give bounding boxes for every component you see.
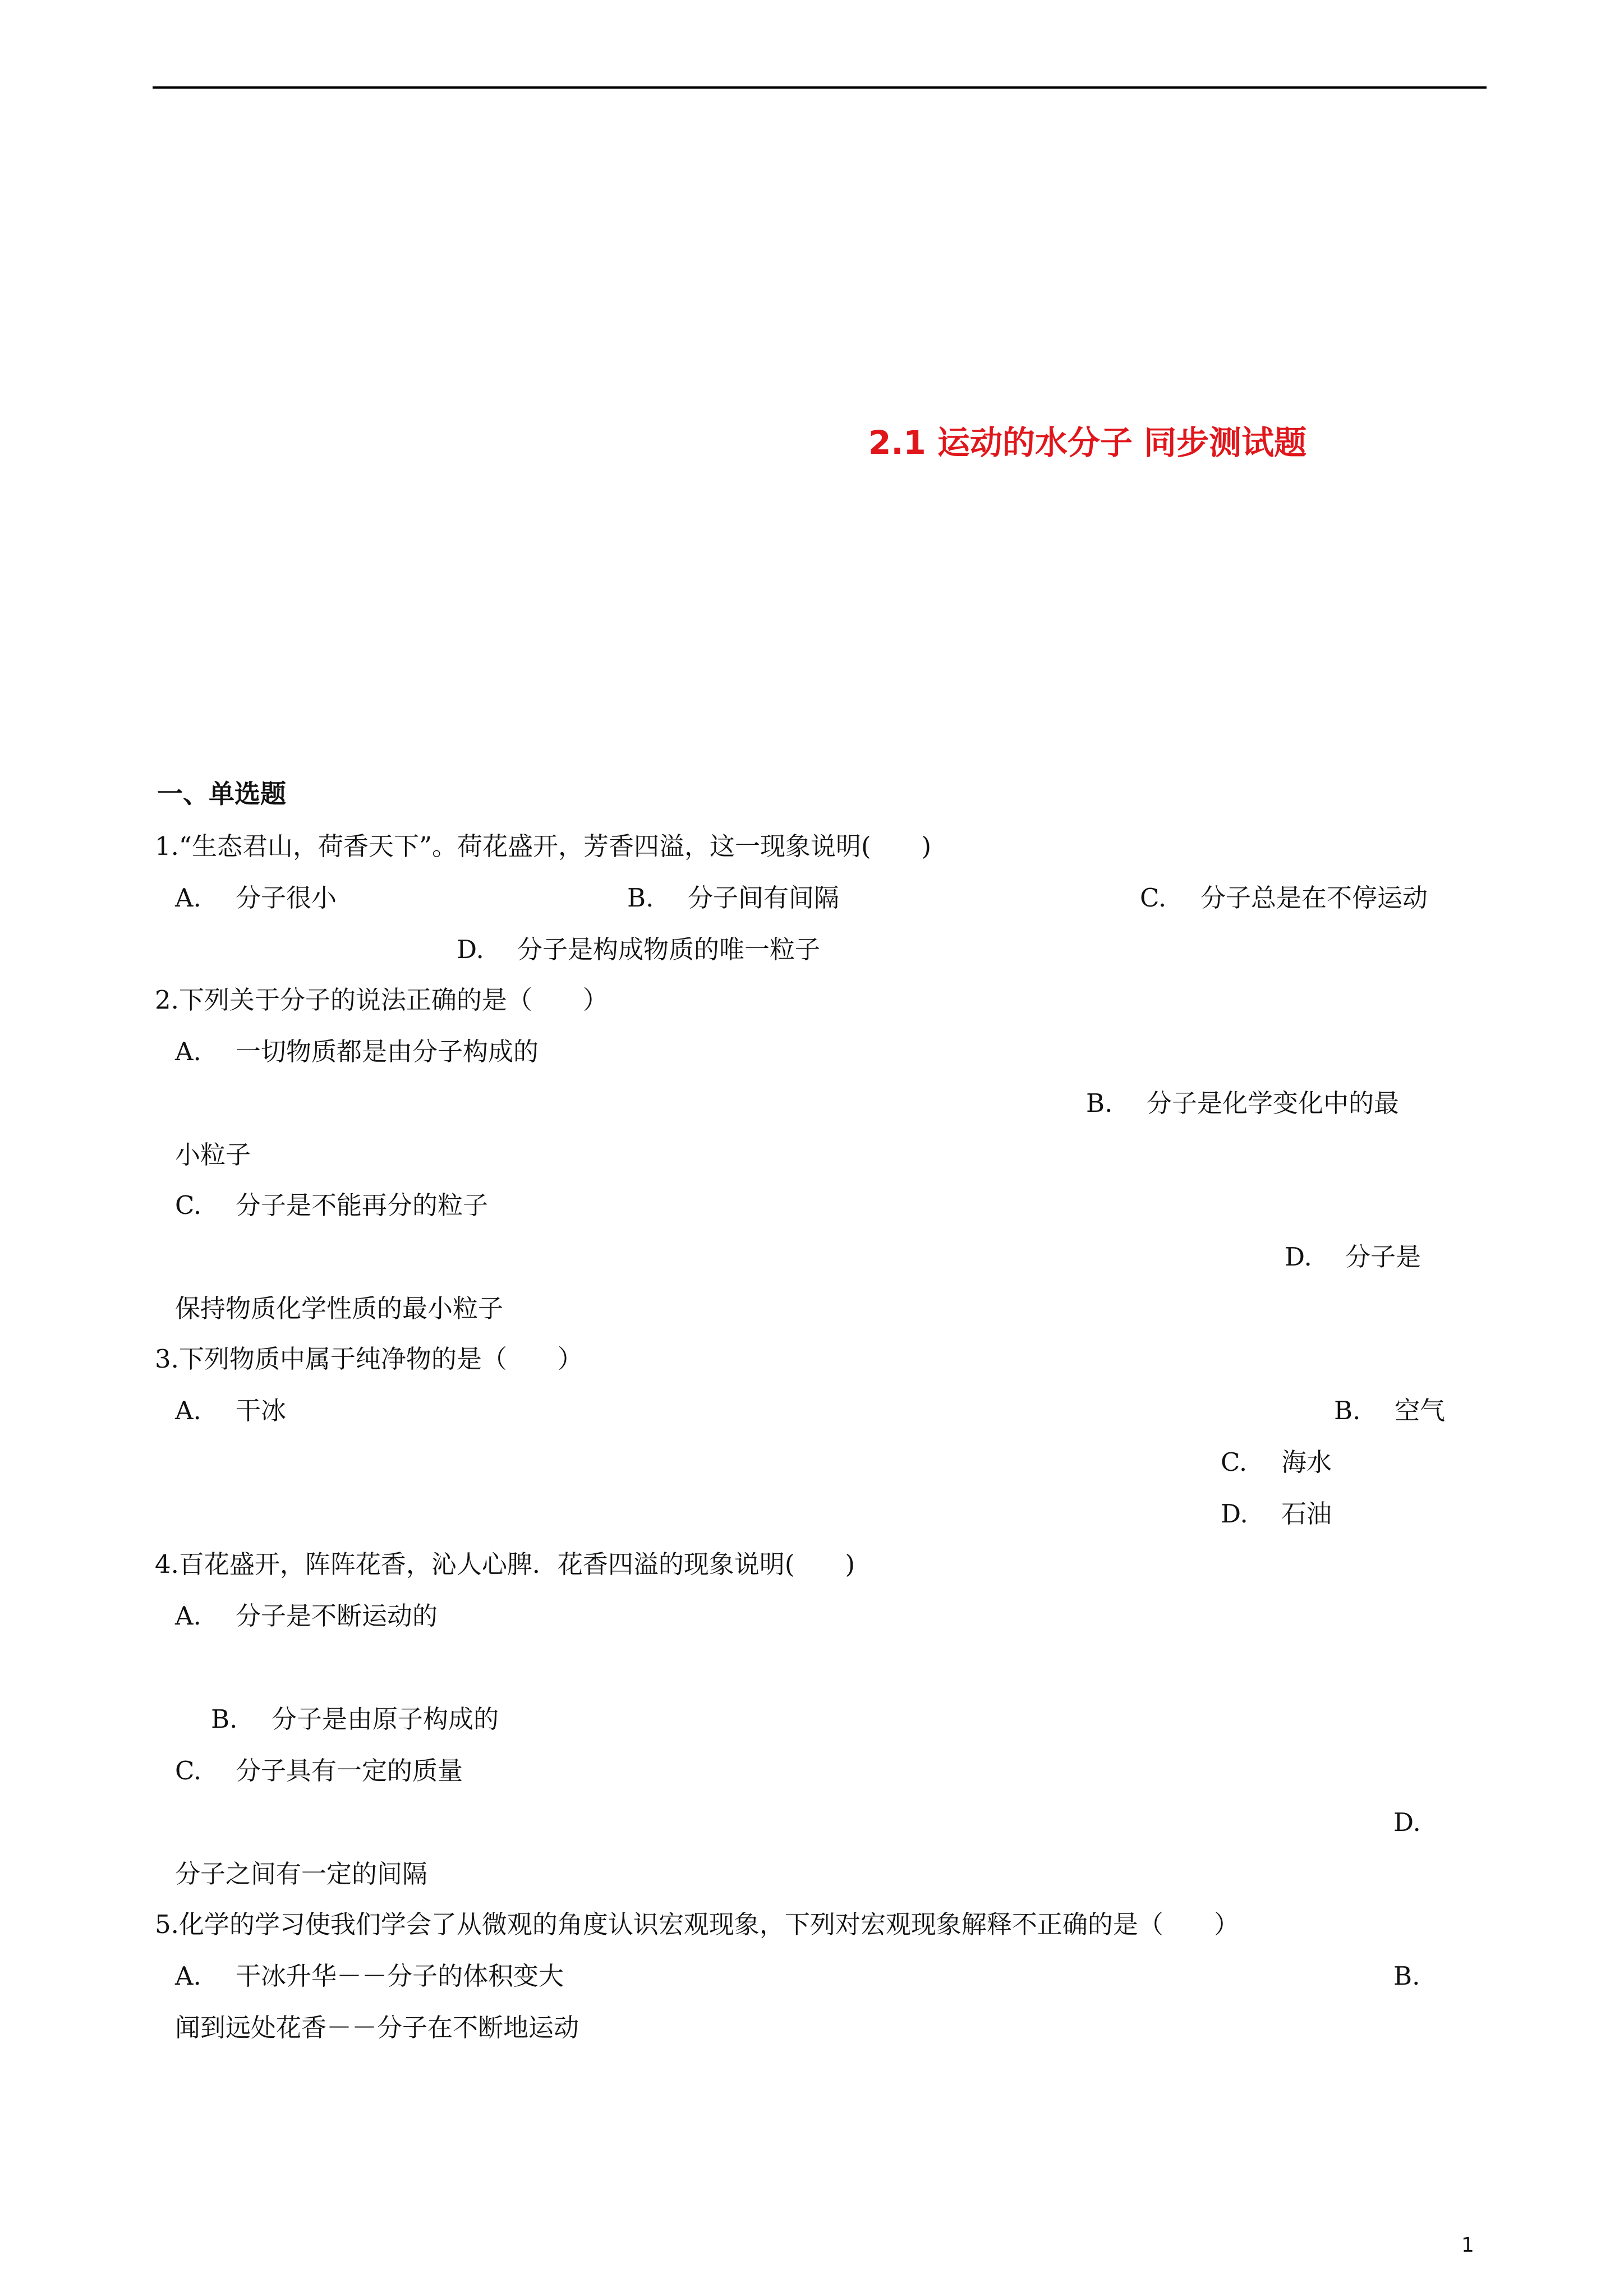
question-1-option-d	[457, 937, 820, 962]
question-2-option-a	[175, 1039, 539, 1064]
question-4-option-a	[175, 1601, 438, 1631]
question-5-option-a	[175, 1963, 564, 1989]
question-3-option-b	[1334, 1398, 1445, 1423]
page-number: 1	[1461, 2234, 1474, 2257]
question-4-option-b	[211, 1706, 499, 1732]
question-2-option-d-continuation: 保持物质化学性质的最小粒子	[175, 1294, 504, 1323]
option-letter: A.	[175, 1396, 201, 1425]
option-letter: C.	[1221, 1447, 1248, 1477]
question-5-option-b-letter: B.	[1393, 1961, 1420, 1991]
option-letter: C.	[175, 1190, 202, 1220]
question-3-option-a	[175, 1398, 286, 1423]
question-2-option-b	[1086, 1088, 1400, 1118]
question-3-option-c	[1221, 1447, 1332, 1477]
option-text: 一切物质都是由分子构成的	[236, 1037, 539, 1066]
section-heading: 一、单选题	[157, 779, 286, 809]
question-4-option-d-continuation: 分子之间有一定的间隔	[175, 1859, 428, 1889]
option-letter: B.	[1086, 1088, 1113, 1118]
option-text: 分子间有间隔	[688, 883, 840, 913]
option-letter: D.	[1221, 1499, 1248, 1529]
option-letter: C.	[175, 1756, 202, 1786]
option-letter: A.	[175, 1601, 201, 1631]
option-letter: D.	[1285, 1242, 1312, 1272]
question-4-stem: 4.百花盛开，阵阵花香，沁人心脾．花香四溢的现象说明( )	[155, 1549, 855, 1579]
option-text: 分子很小	[236, 883, 337, 913]
question-4-option-c	[175, 1756, 463, 1786]
question-1-option-b	[627, 883, 840, 913]
question-2-option-b-continuation: 小粒子	[175, 1140, 251, 1170]
option-text: 石油	[1281, 1499, 1332, 1529]
question-3-option-d	[1221, 1499, 1332, 1529]
question-1-stem: 1.“生态君山，荷香天下”。荷花盛开，芳香四溢，这一现象说明( )	[155, 831, 932, 861]
option-text: 分子是不能再分的粒子	[236, 1190, 489, 1220]
question-4-option-d-letter: D.	[1393, 1807, 1421, 1837]
option-text: 空气	[1395, 1396, 1446, 1425]
option-letter: D.	[457, 935, 484, 964]
question-5-stem: 5.化学的学习使我们学会了从微观的角度认识宏观现象，下列对宏观现象解释不正确的是（ ）	[155, 1910, 1239, 1939]
option-text: 海水	[1281, 1447, 1332, 1477]
option-text: 分子是构成物质的唯一粒子	[517, 935, 821, 964]
option-letter: B.	[1334, 1396, 1361, 1425]
option-letter: A.	[175, 883, 201, 913]
option-letter: B.	[627, 883, 654, 913]
question-1-option-c	[1140, 883, 1428, 913]
option-letter: A.	[175, 1961, 201, 1991]
option-text: 分子是	[1345, 1242, 1421, 1272]
option-text: 分子是由原子构成的	[272, 1704, 499, 1734]
option-text: 干冰升华－－分子的体积变大	[236, 1961, 564, 1991]
question-3-stem: 3.下列物质中属于纯净物的是（ ）	[155, 1344, 583, 1374]
option-letter: B.	[211, 1704, 238, 1734]
question-1-option-a	[175, 883, 337, 913]
question-2-option-d	[1285, 1242, 1421, 1272]
question-5-option-b-continuation: 闻到远处花香－－分子在不断地运动	[175, 2013, 579, 2042]
option-text: 分子总是在不停运动	[1200, 883, 1428, 913]
option-text: 分子具有一定的质量	[236, 1756, 463, 1786]
option-text: 分子是化学变化中的最	[1147, 1088, 1400, 1118]
question-2-stem: 2.下列关于分子的说法正确的是（ ）	[155, 985, 608, 1015]
option-letter: C.	[1140, 883, 1167, 913]
header-rule	[153, 86, 1487, 89]
option-text: 干冰	[236, 1396, 287, 1425]
document-title: 2.1 运动的水分子 同步测试题	[868, 424, 1307, 462]
option-text: 分子是不断运动的	[236, 1601, 438, 1631]
question-2-option-c	[175, 1190, 489, 1220]
option-letter: A.	[175, 1037, 201, 1066]
